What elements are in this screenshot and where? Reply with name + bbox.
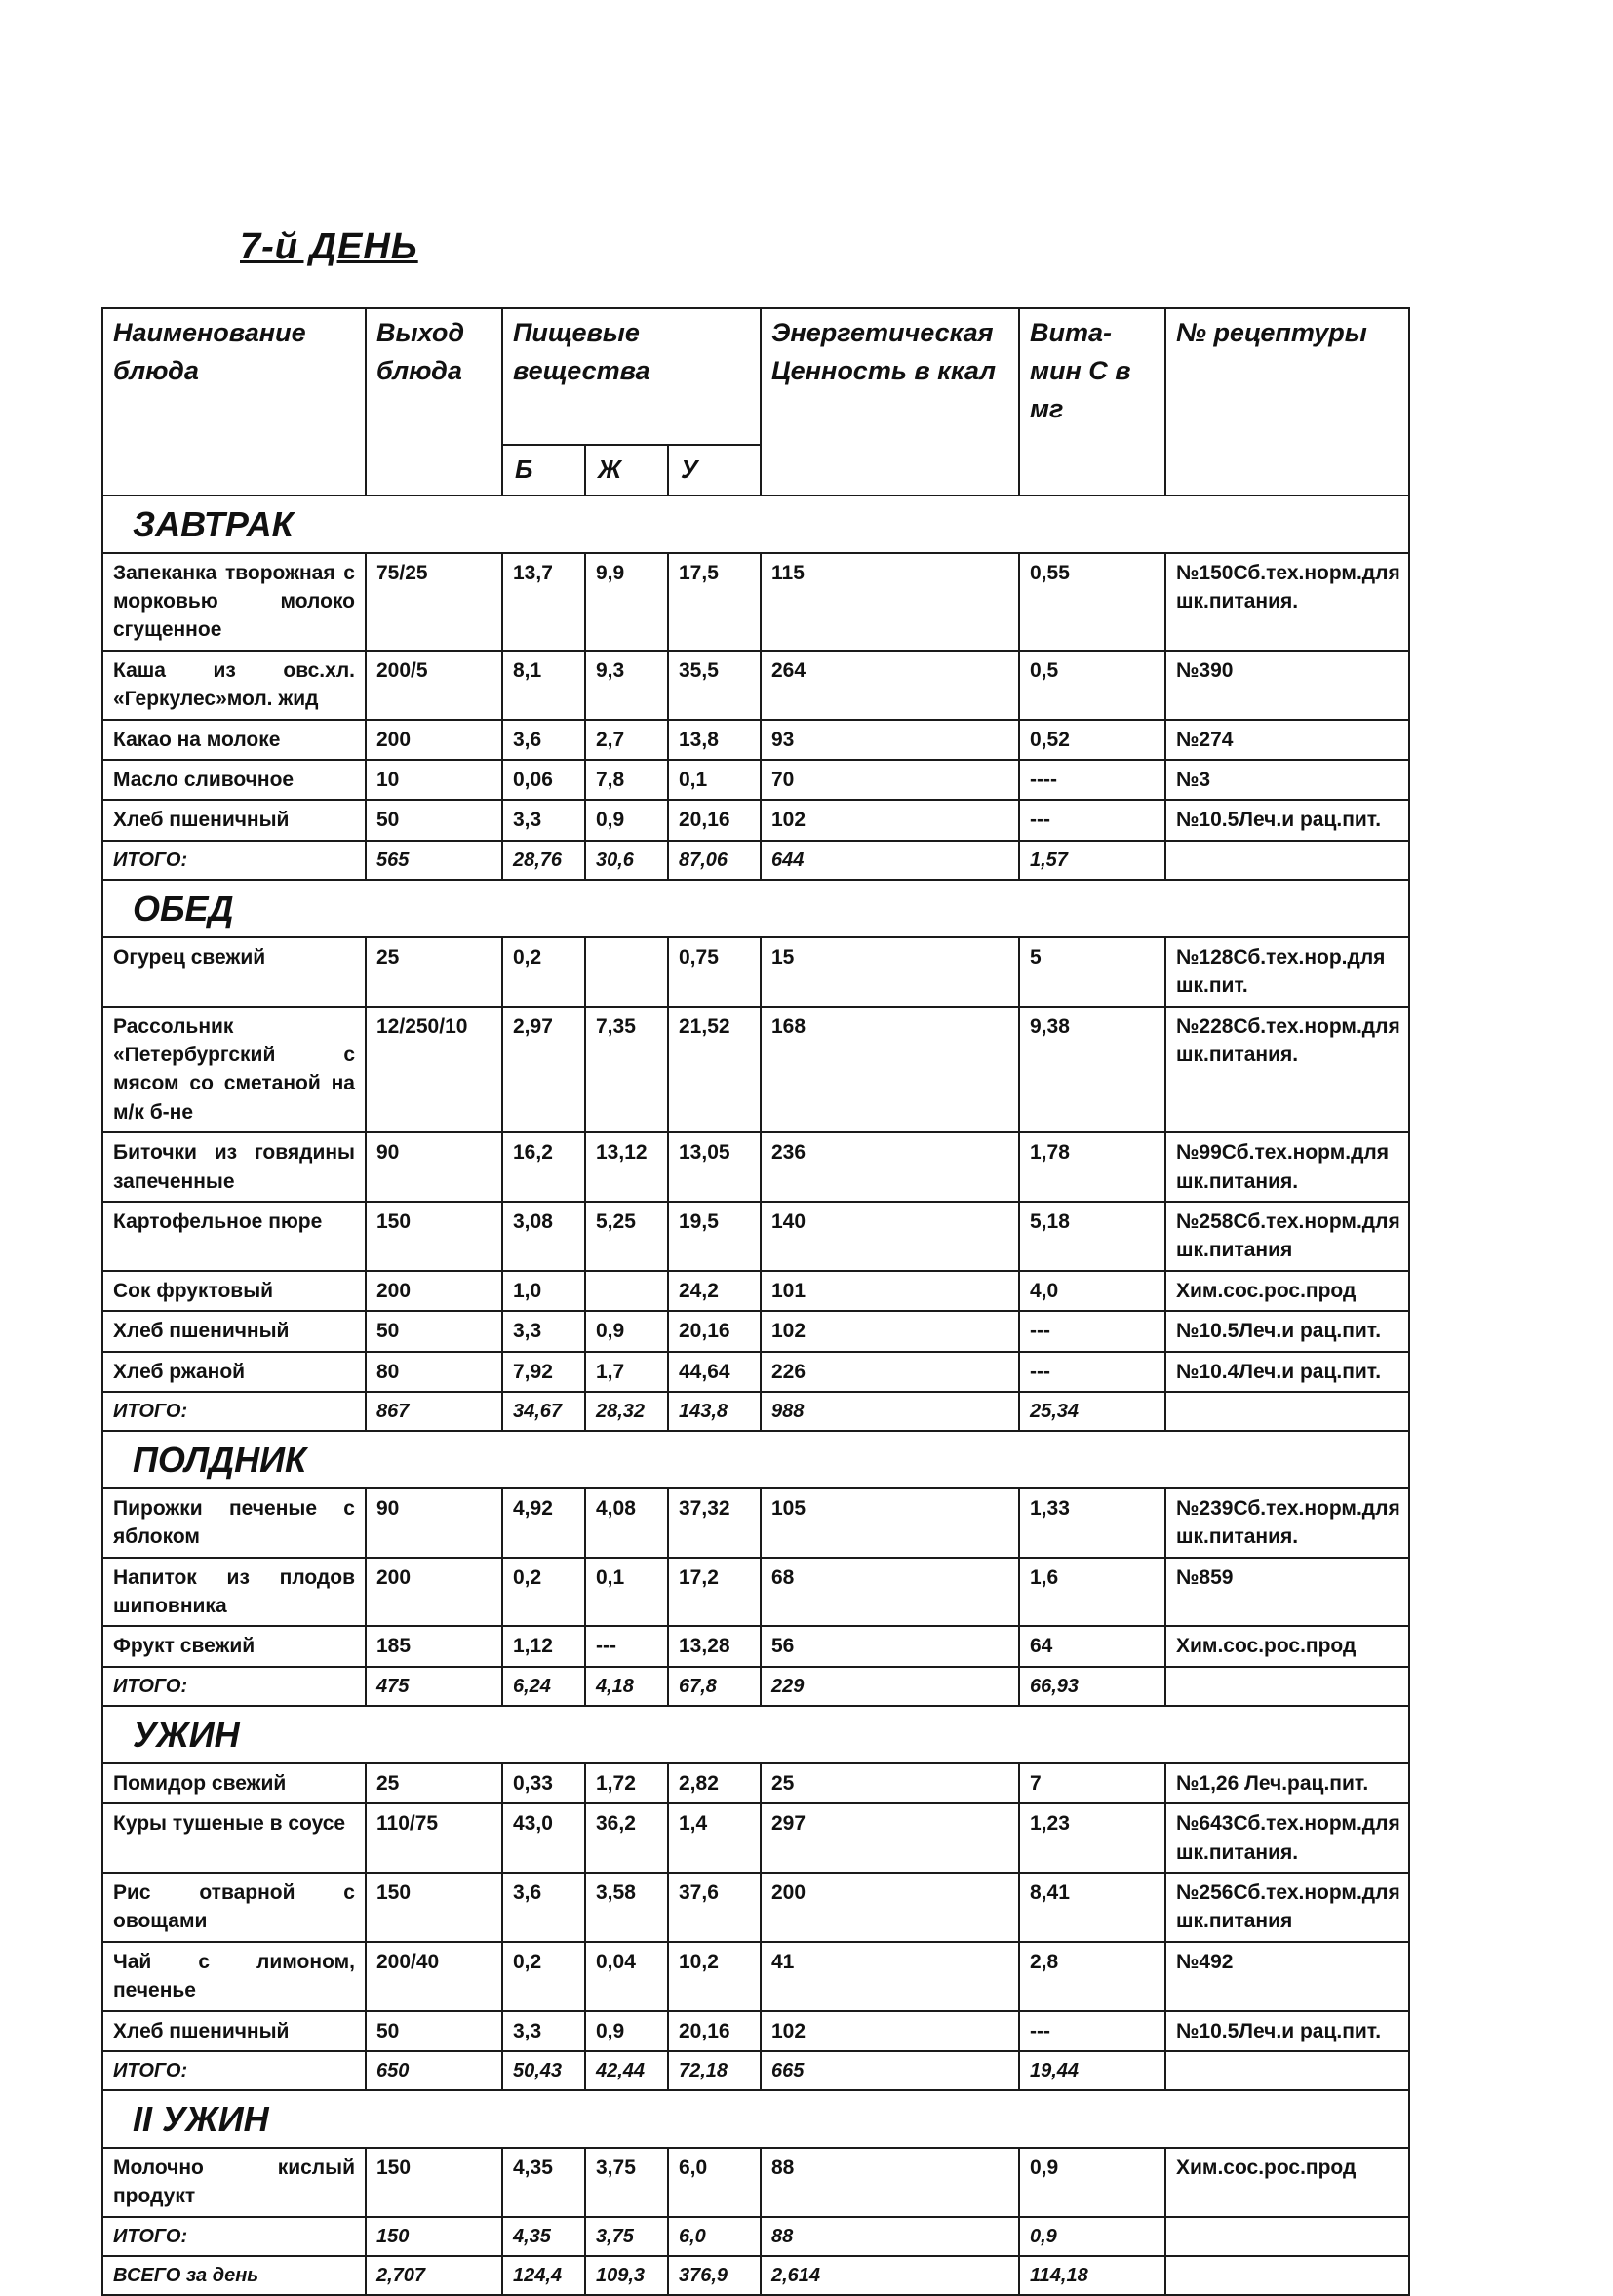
dish-name-cell: Каша из овс.хл. «Геркулес»мол. жид <box>102 651 366 720</box>
yield-cell: 650 <box>366 2051 502 2090</box>
recipe-cell <box>1165 2051 1409 2090</box>
vitamin-cell: ---- <box>1019 760 1165 800</box>
vitamin-cell: 5,18 <box>1019 1202 1165 1271</box>
energy-cell: 988 <box>761 1392 1019 1431</box>
carbs-cell: 37,6 <box>668 1873 761 1942</box>
carbs-cell: 1,4 <box>668 1803 761 1873</box>
protein-cell: 50,43 <box>502 2051 585 2090</box>
protein-cell: 4,35 <box>502 2148 585 2217</box>
yield-cell: 150 <box>366 1202 502 1271</box>
yield-cell: 200/40 <box>366 1942 502 2011</box>
table-row <box>102 1803 1409 1873</box>
total-label-cell: ИТОГО: <box>102 1392 366 1431</box>
grand-total-row <box>102 2256 1409 2295</box>
yield-cell: 110/75 <box>366 1803 502 1873</box>
section-title: II УЖИН <box>102 2090 1409 2148</box>
table-row <box>102 651 1409 720</box>
energy-cell: 70 <box>761 760 1019 800</box>
section-title: ПОЛДНИК <box>102 1431 1409 1488</box>
total-label-cell: ИТОГО: <box>102 2217 366 2256</box>
protein-cell: 124,4 <box>502 2256 585 2295</box>
recipe-cell: Хим.сос.рос.прод <box>1165 1626 1409 1666</box>
table-row <box>102 760 1409 800</box>
recipe-cell: №258Сб.тех.норм.для шк.питания <box>1165 1202 1409 1271</box>
fat-cell: 3,75 <box>585 2217 668 2256</box>
table-row <box>102 2148 1409 2217</box>
carbs-cell: 44,64 <box>668 1352 761 1392</box>
vitamin-cell: 64 <box>1019 1626 1165 1666</box>
vitamin-cell: 114,18 <box>1019 2256 1165 2295</box>
energy-cell: 115 <box>761 553 1019 651</box>
table-row <box>102 720 1409 760</box>
table-row <box>102 2011 1409 2051</box>
energy-cell: 105 <box>761 1488 1019 1558</box>
recipe-cell: №643Сб.тех.норм.для шк.питания. <box>1165 1803 1409 1873</box>
carbs-cell: 6,0 <box>668 2217 761 2256</box>
recipe-cell: №99Сб.тех.норм.для шк.питания. <box>1165 1132 1409 1202</box>
carbs-cell: 17,2 <box>668 1558 761 1627</box>
yield-cell: 200 <box>366 1271 502 1311</box>
yield-cell: 200 <box>366 1558 502 1627</box>
section-title: ЗАВТРАК <box>102 495 1409 553</box>
recipe-cell: №10.5Леч.и рац.пит. <box>1165 1311 1409 1351</box>
protein-cell: 13,7 <box>502 553 585 651</box>
dish-name-cell: Запеканка творожная с морковью молоко сгущенное <box>102 553 366 651</box>
energy-cell: 644 <box>761 841 1019 880</box>
carbs-cell: 13,8 <box>668 720 761 760</box>
table-row <box>102 1763 1409 1803</box>
energy-cell: 93 <box>761 720 1019 760</box>
yield-cell: 12/250/10 <box>366 1007 502 1133</box>
fat-cell: 0,9 <box>585 2011 668 2051</box>
section-heading-row <box>102 880 1409 937</box>
fat-cell: 2,7 <box>585 720 668 760</box>
fat-cell: --- <box>585 1626 668 1666</box>
vitamin-cell: 0,9 <box>1019 2217 1165 2256</box>
fat-cell: 3,58 <box>585 1873 668 1942</box>
recipe-cell: №239Сб.тех.норм.для шк.питания. <box>1165 1488 1409 1558</box>
fat-cell: 0,04 <box>585 1942 668 2011</box>
section-title: ОБЕД <box>102 880 1409 937</box>
section-heading-row <box>102 1706 1409 1763</box>
dish-name-cell: Сок фруктовый <box>102 1271 366 1311</box>
yield-cell: 75/25 <box>366 553 502 651</box>
energy-cell: 102 <box>761 2011 1019 2051</box>
yield-cell: 50 <box>366 1311 502 1351</box>
header-recipe: № рецептуры <box>1165 308 1409 495</box>
recipe-cell: №274 <box>1165 720 1409 760</box>
energy-cell: 68 <box>761 1558 1019 1627</box>
energy-cell: 102 <box>761 1311 1019 1351</box>
fat-cell: 5,25 <box>585 1202 668 1271</box>
energy-cell: 41 <box>761 1942 1019 2011</box>
section-heading-row <box>102 2090 1409 2148</box>
carbs-cell: 0,1 <box>668 760 761 800</box>
energy-cell: 665 <box>761 2051 1019 2090</box>
table-row <box>102 1202 1409 1271</box>
carbs-cell: 37,32 <box>668 1488 761 1558</box>
vitamin-cell: 1,6 <box>1019 1558 1165 1627</box>
vitamin-cell: --- <box>1019 1311 1165 1351</box>
header-vitamin: Вита-мин С в мг <box>1019 308 1165 495</box>
protein-cell: 0,2 <box>502 1942 585 2011</box>
fat-cell: 9,3 <box>585 651 668 720</box>
dish-name-cell: Фрукт свежий <box>102 1626 366 1666</box>
menu-table <box>101 307 1410 2296</box>
recipe-cell: №228Сб.тех.норм.для шк.питания. <box>1165 1007 1409 1133</box>
carbs-cell: 13,05 <box>668 1132 761 1202</box>
carbs-cell: 20,16 <box>668 1311 761 1351</box>
vitamin-cell: 1,78 <box>1019 1132 1165 1202</box>
recipe-cell: №3 <box>1165 760 1409 800</box>
dish-name-cell: Рис отварной с овощами <box>102 1873 366 1942</box>
yield-cell: 475 <box>366 1667 502 1706</box>
energy-cell: 229 <box>761 1667 1019 1706</box>
section-title: УЖИН <box>102 1706 1409 1763</box>
total-row <box>102 2217 1409 2256</box>
recipe-cell: №10.4Леч.и рац.пит. <box>1165 1352 1409 1392</box>
table-row <box>102 1311 1409 1351</box>
vitamin-cell: 4,0 <box>1019 1271 1165 1311</box>
fat-cell: 4,18 <box>585 1667 668 1706</box>
header-name: Наименование блюда <box>102 308 366 495</box>
fat-cell: 13,12 <box>585 1132 668 1202</box>
total-label-cell: ИТОГО: <box>102 841 366 880</box>
fat-cell: 0,9 <box>585 800 668 840</box>
recipe-cell: №10.5Леч.и рац.пит. <box>1165 800 1409 840</box>
carbs-cell: 13,28 <box>668 1626 761 1666</box>
yield-cell: 50 <box>366 2011 502 2051</box>
carbs-cell: 24,2 <box>668 1271 761 1311</box>
protein-cell: 34,67 <box>502 1392 585 1431</box>
fat-cell: 36,2 <box>585 1803 668 1873</box>
carbs-cell: 20,16 <box>668 800 761 840</box>
yield-cell: 185 <box>366 1626 502 1666</box>
recipe-cell: №859 <box>1165 1558 1409 1627</box>
energy-cell: 236 <box>761 1132 1019 1202</box>
carbs-cell: 35,5 <box>668 651 761 720</box>
menu-body <box>102 495 1409 2295</box>
fat-cell <box>585 937 668 1007</box>
recipe-cell: №492 <box>1165 1942 1409 2011</box>
yield-cell: 25 <box>366 937 502 1007</box>
carbs-cell: 19,5 <box>668 1202 761 1271</box>
protein-cell: 3,3 <box>502 2011 585 2051</box>
protein-cell: 3,3 <box>502 1311 585 1351</box>
carbs-cell: 21,52 <box>668 1007 761 1133</box>
table-row <box>102 1488 1409 1558</box>
dish-name-cell: Какао на молоке <box>102 720 366 760</box>
carbs-cell: 10,2 <box>668 1942 761 2011</box>
vitamin-cell: 0,55 <box>1019 553 1165 651</box>
header-nutrients: Пищевые вещества <box>502 308 761 445</box>
protein-cell: 16,2 <box>502 1132 585 1202</box>
vitamin-cell: --- <box>1019 2011 1165 2051</box>
carbs-cell: 6,0 <box>668 2148 761 2217</box>
dish-name-cell: Картофельное пюре <box>102 1202 366 1271</box>
dish-name-cell: Хлеб пшеничный <box>102 1311 366 1351</box>
yield-cell: 25 <box>366 1763 502 1803</box>
header-carbs: У <box>668 445 761 495</box>
yield-cell: 150 <box>366 2148 502 2217</box>
yield-cell: 200/5 <box>366 651 502 720</box>
yield-cell: 90 <box>366 1132 502 1202</box>
protein-cell: 1,0 <box>502 1271 585 1311</box>
dish-name-cell: Молочно кислый продукт <box>102 2148 366 2217</box>
header-energy: Энергетическая Ценность в ккал <box>761 308 1019 495</box>
recipe-cell: Хим.сос.рос.прод <box>1165 2148 1409 2217</box>
protein-cell: 3,6 <box>502 1873 585 1942</box>
carbs-cell: 17,5 <box>668 553 761 651</box>
dish-name-cell: Напиток из плодов шиповника <box>102 1558 366 1627</box>
yield-cell: 80 <box>366 1352 502 1392</box>
protein-cell: 2,97 <box>502 1007 585 1133</box>
vitamin-cell: 1,33 <box>1019 1488 1165 1558</box>
table-row <box>102 553 1409 651</box>
dish-name-cell: Пирожки печеные с яблоком <box>102 1488 366 1558</box>
vitamin-cell: 25,34 <box>1019 1392 1165 1431</box>
recipe-cell: №1,26 Леч.рац.пит. <box>1165 1763 1409 1803</box>
energy-cell: 168 <box>761 1007 1019 1133</box>
fat-cell: 30,6 <box>585 841 668 880</box>
protein-cell: 3,3 <box>502 800 585 840</box>
table-row <box>102 1873 1409 1942</box>
table-row <box>102 1007 1409 1133</box>
carbs-cell: 72,18 <box>668 2051 761 2090</box>
energy-cell: 88 <box>761 2217 1019 2256</box>
dish-name-cell: Куры тушеные в соусе <box>102 1803 366 1873</box>
dish-name-cell: Помидор свежий <box>102 1763 366 1803</box>
vitamin-cell: 8,41 <box>1019 1873 1165 1942</box>
header-fat: Ж <box>585 445 668 495</box>
protein-cell: 7,92 <box>502 1352 585 1392</box>
fat-cell: 0,1 <box>585 1558 668 1627</box>
yield-cell: 150 <box>366 2217 502 2256</box>
protein-cell: 8,1 <box>502 651 585 720</box>
vitamin-cell: --- <box>1019 800 1165 840</box>
fat-cell: 42,44 <box>585 2051 668 2090</box>
table-row <box>102 937 1409 1007</box>
total-row <box>102 841 1409 880</box>
vitamin-cell: 0,52 <box>1019 720 1165 760</box>
vitamin-cell: 7 <box>1019 1763 1165 1803</box>
carbs-cell: 143,8 <box>668 1392 761 1431</box>
yield-cell: 2,707 <box>366 2256 502 2295</box>
fat-cell: 7,8 <box>585 760 668 800</box>
table-row <box>102 800 1409 840</box>
total-row <box>102 2051 1409 2090</box>
carbs-cell: 20,16 <box>668 2011 761 2051</box>
total-label-cell: ИТОГО: <box>102 1667 366 1706</box>
header-protein: Б <box>502 445 585 495</box>
carbs-cell: 0,75 <box>668 937 761 1007</box>
vitamin-cell: 1,23 <box>1019 1803 1165 1873</box>
energy-cell: 25 <box>761 1763 1019 1803</box>
header-yield: Выход блюда <box>366 308 502 495</box>
vitamin-cell: 0,5 <box>1019 651 1165 720</box>
fat-cell: 7,35 <box>585 1007 668 1133</box>
table-row <box>102 1626 1409 1666</box>
dish-name-cell: Рассольник «Петербургский с мясом со сметаной на м/к б-не <box>102 1007 366 1133</box>
recipe-cell <box>1165 1667 1409 1706</box>
energy-cell: 226 <box>761 1352 1019 1392</box>
protein-cell: 0,2 <box>502 937 585 1007</box>
protein-cell: 3,08 <box>502 1202 585 1271</box>
vitamin-cell: --- <box>1019 1352 1165 1392</box>
fat-cell: 1,72 <box>585 1763 668 1803</box>
protein-cell: 28,76 <box>502 841 585 880</box>
energy-cell: 102 <box>761 800 1019 840</box>
energy-cell: 56 <box>761 1626 1019 1666</box>
carbs-cell: 376,9 <box>668 2256 761 2295</box>
vitamin-cell: 19,44 <box>1019 2051 1165 2090</box>
recipe-cell <box>1165 1392 1409 1431</box>
fat-cell: 9,9 <box>585 553 668 651</box>
yield-cell: 90 <box>366 1488 502 1558</box>
energy-cell: 15 <box>761 937 1019 1007</box>
vitamin-cell: 0,9 <box>1019 2148 1165 2217</box>
dish-name-cell: Масло сливочное <box>102 760 366 800</box>
energy-cell: 297 <box>761 1803 1019 1873</box>
energy-cell: 2,614 <box>761 2256 1019 2295</box>
carbs-cell: 87,06 <box>668 841 761 880</box>
energy-cell: 264 <box>761 651 1019 720</box>
recipe-cell: №256Сб.тех.норм.для шк.питания <box>1165 1873 1409 1942</box>
vitamin-cell: 1,57 <box>1019 841 1165 880</box>
table-row <box>102 1132 1409 1202</box>
dish-name-cell: Хлеб ржаной <box>102 1352 366 1392</box>
dish-name-cell: Биточки из говядины запеченные <box>102 1132 366 1202</box>
yield-cell: 867 <box>366 1392 502 1431</box>
carbs-cell: 2,82 <box>668 1763 761 1803</box>
vitamin-cell: 9,38 <box>1019 1007 1165 1133</box>
protein-cell: 43,0 <box>502 1803 585 1873</box>
fat-cell: 0,9 <box>585 1311 668 1351</box>
table-row <box>102 1271 1409 1311</box>
recipe-cell: №128Сб.тех.нор.для шк.пит. <box>1165 937 1409 1007</box>
vitamin-cell: 5 <box>1019 937 1165 1007</box>
recipe-cell <box>1165 2256 1409 2295</box>
total-row <box>102 1667 1409 1706</box>
yield-cell: 10 <box>366 760 502 800</box>
fat-cell: 28,32 <box>585 1392 668 1431</box>
total-label-cell: ИТОГО: <box>102 2051 366 2090</box>
table-row <box>102 1558 1409 1627</box>
page-title: 7-й ДЕНЬ <box>240 226 418 267</box>
protein-cell: 3,6 <box>502 720 585 760</box>
protein-cell: 0,33 <box>502 1763 585 1803</box>
protein-cell: 1,12 <box>502 1626 585 1666</box>
table-row <box>102 1352 1409 1392</box>
protein-cell: 0,06 <box>502 760 585 800</box>
protein-cell: 6,24 <box>502 1667 585 1706</box>
vitamin-cell: 2,8 <box>1019 1942 1165 2011</box>
yield-cell: 50 <box>366 800 502 840</box>
fat-cell <box>585 1271 668 1311</box>
fat-cell: 3,75 <box>585 2148 668 2217</box>
table-row <box>102 1942 1409 2011</box>
protein-cell: 0,2 <box>502 1558 585 1627</box>
fat-cell: 4,08 <box>585 1488 668 1558</box>
carbs-cell: 67,8 <box>668 1667 761 1706</box>
recipe-cell: №390 <box>1165 651 1409 720</box>
dish-name-cell: Чай с лимоном, печенье <box>102 1942 366 2011</box>
section-heading-row <box>102 495 1409 553</box>
recipe-cell: №10.5Леч.и рац.пит. <box>1165 2011 1409 2051</box>
dish-name-cell: Хлеб пшеничный <box>102 2011 366 2051</box>
energy-cell: 140 <box>761 1202 1019 1271</box>
dish-name-cell: Хлеб пшеничный <box>102 800 366 840</box>
grand-total-label-cell: ВСЕГО за день <box>102 2256 366 2295</box>
yield-cell: 150 <box>366 1873 502 1942</box>
total-row <box>102 1392 1409 1431</box>
protein-cell: 4,35 <box>502 2217 585 2256</box>
protein-cell: 4,92 <box>502 1488 585 1558</box>
vitamin-cell: 66,93 <box>1019 1667 1165 1706</box>
fat-cell: 1,7 <box>585 1352 668 1392</box>
energy-cell: 101 <box>761 1271 1019 1311</box>
recipe-cell: №150Сб.тех.норм.для шк.питания. <box>1165 553 1409 651</box>
yield-cell: 565 <box>366 841 502 880</box>
recipe-cell <box>1165 841 1409 880</box>
dish-name-cell: Огурец свежий <box>102 937 366 1007</box>
fat-cell: 109,3 <box>585 2256 668 2295</box>
recipe-cell <box>1165 2217 1409 2256</box>
yield-cell: 200 <box>366 720 502 760</box>
section-heading-row <box>102 1431 1409 1488</box>
energy-cell: 88 <box>761 2148 1019 2217</box>
energy-cell: 200 <box>761 1873 1019 1942</box>
recipe-cell: Хим.сос.рос.прод <box>1165 1271 1409 1311</box>
